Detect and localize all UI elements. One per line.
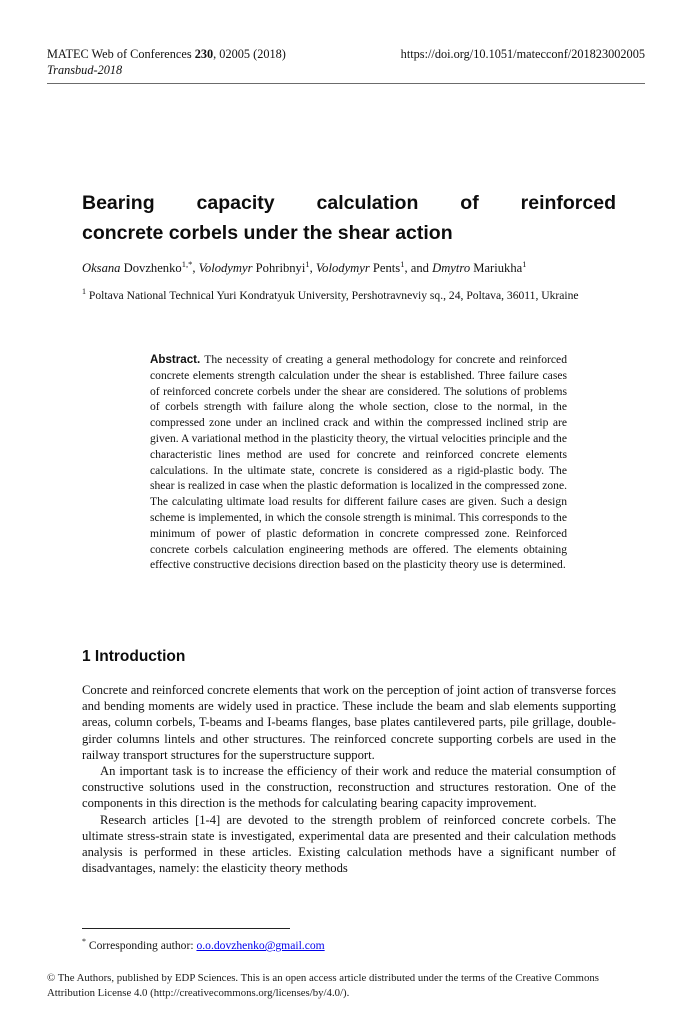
corresponding-author-footnote <box>82 938 616 953</box>
author-separator: , <box>309 261 316 275</box>
abstract-label: Abstract. <box>150 353 201 366</box>
paragraph: Concrete and reinforced concrete elements that work on the perception of joint action of transverse forces and bending moments are widely used in practice. These include the beam and slab elements supporting areas, column corbels, T-beams and I-beams flanges, base plates cantilevered parts, pile grillage, double-girder columns lintels and other structures. The reinforced concrete supporting corbels are used in the railway transport structures for the superstructure support. <box>82 683 616 762</box>
footnote-divider <box>82 928 290 929</box>
conference-name: Transbud-2018 <box>47 63 123 77</box>
abstract-text: The necessity of creating a general methodology for concrete and reinforced concrete elements strength calculation under the shear is established. Three failure cases of reinforced concrete corbels under the shear are considered. The solutions of problems of corbels strength with failure along the whole section, close to the normal, in the compressed zone under an inclined crack and within the compressed inclined strip are given. A variational method in the plasticity theory, the virtual velocities principle and the characteristic lines method are used for concrete and reinforced concrete elements calculations. In the ultimate state, concrete is considered as a rigid-plastic body. The shear is realized in case when the plastic deformation is localized in the compressed zone. The calculating ultimate load results for different failure cases are given. Such a design scheme is implemented, in which the console strength is minimal. This corresponds to the minimum of power of plastic deformation in concrete compressed zone. Reinforced concrete corbels calculation engineering methods are offered. The elements obtaining effective constructive decisions direction based on the plasticity theory use is determined. <box>150 353 567 572</box>
footnote-label: Corresponding author: <box>86 939 197 952</box>
author-given-name: Oksana <box>82 261 121 275</box>
author-family-name: Dovzhenko <box>120 261 182 275</box>
author <box>82 258 199 275</box>
author <box>432 258 527 275</box>
author-separator: , <box>192 261 199 275</box>
footnote-marker: * <box>82 937 86 947</box>
journal-name: MATEC Web of Conferences <box>47 47 195 61</box>
paragraph: An important task is to increase the efficiency of their work and reduce the material consumption of constructive solutions used in the construction, reconstruction and structures restoration. One of the components in this direction is the methods for calculating bearing capacity improvement. <box>82 764 616 811</box>
author-superscript: 1 <box>305 258 310 269</box>
affiliation-text: Poltava National Technical Yuri Kondratyuk University, Pershotravneviy sq., 24, Poltava, 36011, Ukraine <box>88 289 579 302</box>
affiliation-marker: 1 <box>82 287 86 297</box>
paragraph: Research articles [1-4] are devoted to the strength problem of reinforced concrete corbels. The ultimate stress-strain state is investigated, experimental data are presented and their calculation methods analysis is performed in these articles. Existing calculation methods have a significant number of disadvantages, namely: the elasticity theory methods <box>82 812 616 876</box>
author-superscript: 1 <box>522 258 527 269</box>
copyright-footer <box>47 971 647 1000</box>
page-header <box>47 46 645 78</box>
author-family-name: Mariukha <box>470 261 523 275</box>
journal-volume: 230 <box>194 47 214 61</box>
author-superscript: 1 <box>400 258 405 269</box>
copyright-text: © The Authors, published by EDP Sciences. This is an open access article distributed under the terms of the Creative Commons Attribution License 4.0 (http://creativecommons.org/licenses/by/4.0/). <box>47 972 599 999</box>
author-separator: , and <box>404 261 433 275</box>
doi-text: https://doi.org/10.1051/matecconf/201823002005 <box>400 47 645 61</box>
author-given-name: Volodymyr <box>198 261 253 275</box>
author-family-name: Pohribnyi <box>252 261 306 275</box>
journal-issue: , 02005 (2018) <box>213 47 286 61</box>
section-heading-introduction: 1 Introduction <box>82 648 186 665</box>
introduction-body <box>82 682 616 876</box>
paper-title-line1: Bearing capacity calculation of reinforced <box>82 192 616 214</box>
author <box>198 258 316 275</box>
authors-line <box>82 260 616 277</box>
paper-title <box>82 188 616 248</box>
author-given-name: Dmytro <box>432 261 471 275</box>
author-superscript: 1,* <box>181 258 193 269</box>
author-given-name: Volodymyr <box>315 261 370 275</box>
header-divider <box>47 83 645 84</box>
author <box>315 258 433 275</box>
author-family-name: Pents <box>369 261 401 275</box>
abstract-block <box>150 352 567 573</box>
affiliation-line <box>82 288 616 304</box>
email-link[interactable]: o.o.dovzhenko@gmail.com <box>196 939 325 952</box>
journal-info <box>47 46 286 78</box>
paper-title-line2: concrete corbels under the shear action <box>82 222 453 244</box>
journal-line <box>47 46 286 62</box>
